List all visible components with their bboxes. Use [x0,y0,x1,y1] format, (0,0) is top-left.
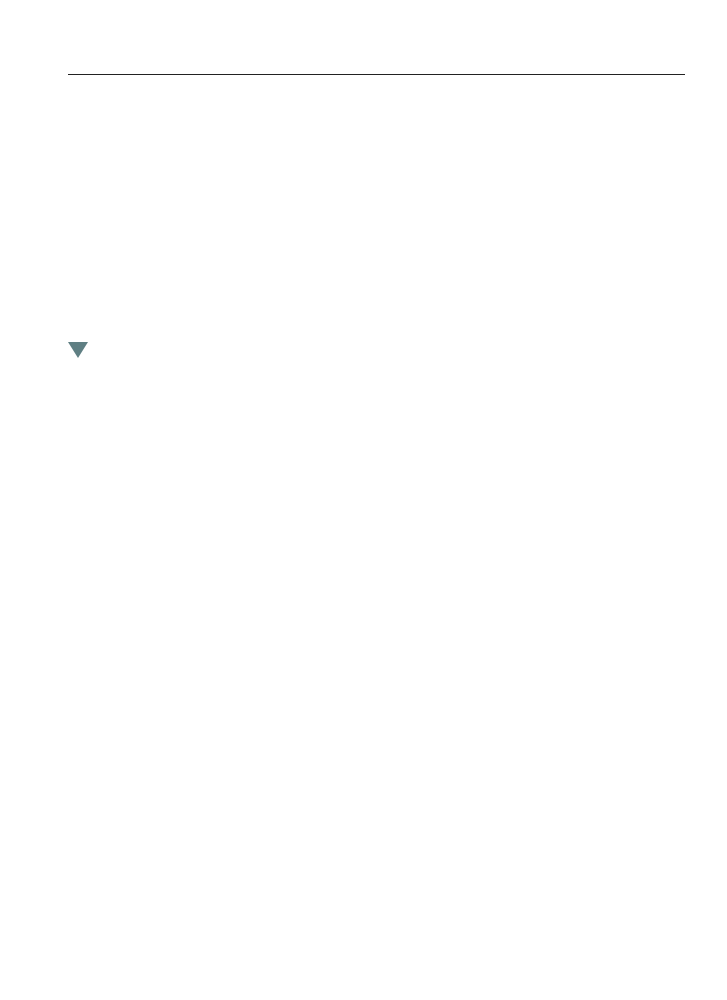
page-header [68,50,685,75]
appendix-heading [68,340,94,358]
triangle-down-icon [68,342,88,358]
